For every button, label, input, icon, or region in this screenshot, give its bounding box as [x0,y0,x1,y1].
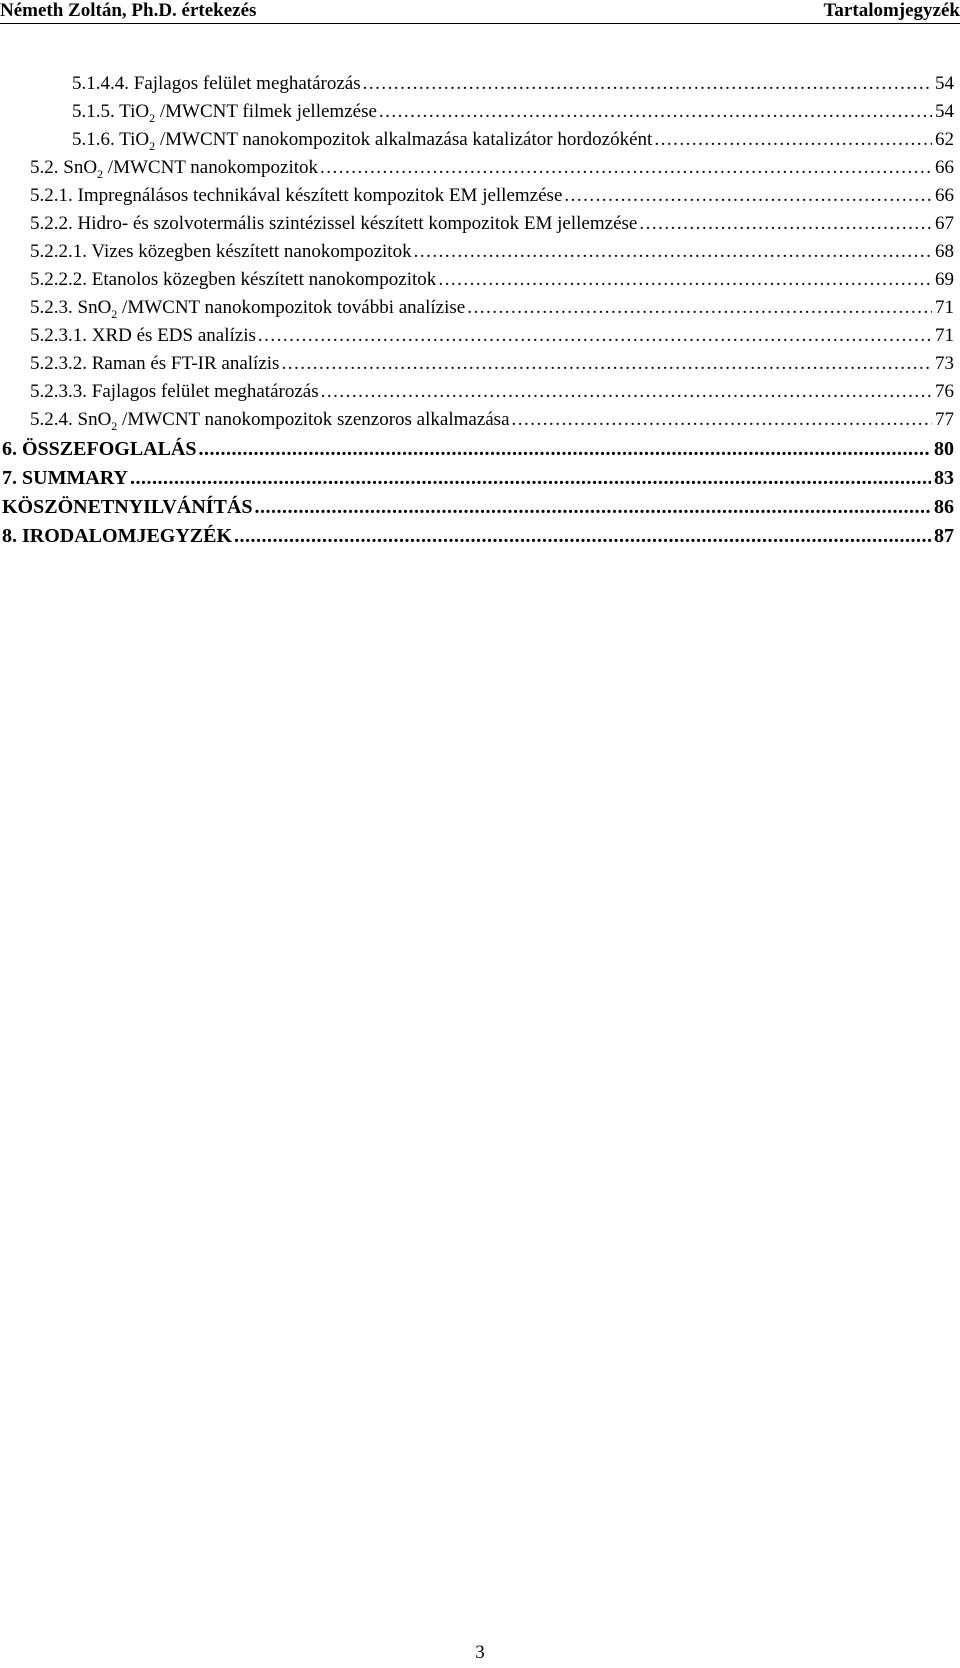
toc-entry-page: 86 [934,496,954,518]
toc-entry-title: 5.2.2.1. Vizes közegben készített nanokompozitok [30,241,412,262]
toc-entry-title: 5.1.4.4. Fajlagos felület meghatározás [72,73,361,94]
toc-entry-title: 5.1.6. TiO$_2$ /MWCNT nanokompozitok alkalmazása katalizátor hordozóként [72,129,653,153]
dot-leader [512,406,932,434]
toc-entry-page: 54 [935,101,954,122]
toc-entry[interactable] [72,70,954,98]
dot-leader [130,464,931,492]
toc-entry-page: 80 [934,438,954,460]
toc-entry-title: 5.2.4. SnO$_2$ /MWCNT nanokompozitok szenzoros alkalmazása [30,409,510,433]
page-number: 3 [475,1642,485,1663]
dot-leader [321,378,932,406]
toc-entry-title: 5.2.2.2. Etanolos közegben készített nanokompozitok [30,269,437,290]
header-section-title: Tartalomjegyzék [823,0,960,21]
toc-entry-page: 71 [935,297,954,318]
toc-entry-title: 7. SUMMARY [2,467,128,489]
toc-entry-title: 5.2.3.2. Raman és FT-IR analízis [30,353,280,374]
toc-entry[interactable] [30,294,954,322]
dot-leader [234,522,931,550]
toc-entry-title: 6. ÖSSZEFOGLALÁS [2,438,197,460]
toc-entry[interactable] [30,406,954,434]
subscript: 2 [149,138,156,153]
toc-entry-page: 87 [934,525,954,547]
dot-leader [258,322,932,350]
toc-entry-title: 5.2.1. Impregnálásos technikával készített kompozitok EM jellemzése [30,185,563,206]
dot-leader [199,435,931,463]
toc-entry-page: 66 [935,185,954,206]
toc-entry[interactable] [30,154,954,182]
toc-entry-title: 8. IRODALOMJEGYZÉK [2,525,233,547]
dot-leader [467,294,932,322]
toc-entry-page: 76 [935,381,954,402]
toc-entry-title: 5.2.3.1. XRD és EDS analízis [30,325,256,346]
header-author-title: Németh Zoltán, Ph.D. értekezés [0,0,257,21]
dot-leader [281,350,932,378]
dot-leader [254,493,931,521]
subscript: 2 [149,110,156,125]
toc-entry-page: 73 [935,353,954,374]
toc-entry[interactable] [30,182,954,210]
running-header [0,0,960,24]
dot-leader [639,210,932,238]
dot-leader [379,98,932,126]
toc-entry[interactable] [72,98,954,126]
subscript: 2 [97,166,104,181]
toc-entry[interactable] [30,322,954,350]
toc-entry[interactable] [2,493,954,521]
toc-entry-title: 5.2. SnO$_2$ /MWCNT nanokompozitok [30,157,319,181]
toc-entry-title: 5.1.5. TiO$_2$ /MWCNT filmek jellemzése [72,101,377,125]
toc-entry-page: 71 [935,325,954,346]
toc-entry[interactable] [30,350,954,378]
toc-entry-page: 66 [935,157,954,178]
toc-entry[interactable] [2,522,954,550]
dot-leader [414,238,932,266]
toc-entry[interactable] [30,238,954,266]
toc-entry[interactable] [2,435,954,463]
subscript: 2 [111,418,118,433]
toc-entry[interactable] [30,210,954,238]
toc-entry[interactable] [30,378,954,406]
toc-entry-page: 54 [935,73,954,94]
toc-entry-page: 62 [935,129,954,150]
toc-entry[interactable] [2,464,954,492]
dot-leader [363,70,932,98]
toc-entry-title: KÖSZÖNETNYILVÁNÍTÁS [2,496,253,518]
dot-leader [438,266,932,294]
toc-entry[interactable] [30,266,954,294]
dot-leader [564,182,932,210]
toc-entry-page: 67 [935,213,954,234]
toc-entry[interactable] [72,126,954,154]
toc-entry-title: 5.2.2. Hidro- és szolvotermális szintézissel készített kompozitok EM jellemzése [30,213,638,234]
toc-entry-page: 69 [935,269,954,290]
header-rule [0,23,960,24]
dot-leader [320,154,932,182]
toc-entry-page: 77 [935,409,954,430]
toc-entry-title: 5.2.3. SnO$_2$ /MWCNT nanokompozitok további analízise [30,297,466,321]
dot-leader [654,126,932,154]
toc-entry-title: 5.2.3.3. Fajlagos felület meghatározás [30,381,319,402]
toc-entry-page: 83 [934,467,954,489]
toc-entry-page: 68 [935,241,954,262]
subscript: 2 [111,306,118,321]
